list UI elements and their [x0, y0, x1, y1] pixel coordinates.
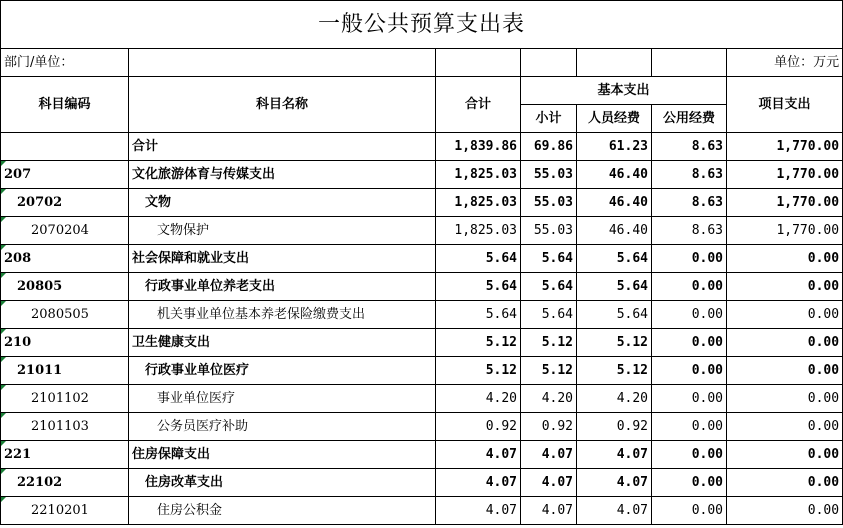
public-cell[interactable]: 8.63: [652, 133, 727, 161]
public-cell[interactable]: 8.63: [652, 161, 727, 189]
public-cell[interactable]: 8.63: [652, 189, 727, 217]
table-row: [1, 189, 843, 217]
code-cell[interactable]: 210: [1, 329, 129, 357]
meta-blank-cell: [652, 49, 727, 77]
personnel-cell[interactable]: 5.64: [577, 273, 652, 301]
project-cell[interactable]: 1,770.00: [727, 217, 843, 245]
subtotal-cell[interactable]: 4.20: [521, 385, 577, 413]
personnel-cell[interactable]: 5.12: [577, 329, 652, 357]
subtotal-cell[interactable]: 5.12: [521, 357, 577, 385]
public-cell[interactable]: 0.00: [652, 245, 727, 273]
public-cell[interactable]: 8.63: [652, 217, 727, 245]
code-cell[interactable]: 207: [1, 161, 129, 189]
total-cell[interactable]: 4.07: [436, 441, 521, 469]
personnel-cell[interactable]: 46.40: [577, 189, 652, 217]
header-personnel: 人员经费: [577, 105, 652, 133]
table-row: [1, 273, 843, 301]
name-cell[interactable]: 住房公积金: [129, 497, 436, 525]
project-cell[interactable]: 0.00: [727, 357, 843, 385]
public-cell[interactable]: 0.00: [652, 301, 727, 329]
name-cell[interactable]: 机关事业单位基本养老保险缴费支出: [129, 301, 436, 329]
code-cell[interactable]: 2101103: [1, 413, 129, 441]
code-cell[interactable]: 2070204: [1, 217, 129, 245]
code-cell[interactable]: 21011: [1, 357, 129, 385]
name-cell[interactable]: 行政事业单位医疗: [129, 357, 436, 385]
public-cell[interactable]: 0.00: [652, 329, 727, 357]
dept-value-cell[interactable]: [129, 49, 436, 77]
table-row: [1, 217, 843, 245]
total-cell[interactable]: 1,825.03: [436, 189, 521, 217]
subtotal-cell[interactable]: 55.03: [521, 217, 577, 245]
subtotal-cell[interactable]: 5.12: [521, 329, 577, 357]
table-row: [1, 357, 843, 385]
public-cell[interactable]: 0.00: [652, 413, 727, 441]
meta-blank-cell: [577, 49, 652, 77]
code-cell[interactable]: 20805: [1, 273, 129, 301]
header-project: 项目支出: [727, 77, 843, 133]
subtotal-cell[interactable]: 55.03: [521, 189, 577, 217]
personnel-cell[interactable]: 5.64: [577, 301, 652, 329]
project-cell[interactable]: 0.00: [727, 329, 843, 357]
public-cell[interactable]: 0.00: [652, 385, 727, 413]
total-cell[interactable]: 1,825.03: [436, 161, 521, 189]
subtotal-cell[interactable]: 4.07: [521, 441, 577, 469]
project-cell[interactable]: 0.00: [727, 441, 843, 469]
name-cell[interactable]: 卫生健康支出: [129, 329, 436, 357]
name-cell[interactable]: 住房改革支出: [129, 469, 436, 497]
code-cell[interactable]: 2210201: [1, 497, 129, 525]
total-cell[interactable]: 4.07: [436, 469, 521, 497]
table-row: [1, 245, 843, 273]
code-cell[interactable]: [1, 133, 129, 161]
personnel-cell[interactable]: 46.40: [577, 217, 652, 245]
dept-label: 部门/单位：: [1, 49, 129, 77]
project-cell[interactable]: 0.00: [727, 469, 843, 497]
table-row: [1, 385, 843, 413]
personnel-cell[interactable]: 4.07: [577, 469, 652, 497]
total-cell[interactable]: 5.12: [436, 357, 521, 385]
subtotal-cell[interactable]: 0.92: [521, 413, 577, 441]
header-name: 科目名称: [129, 77, 436, 133]
name-cell[interactable]: 行政事业单位养老支出: [129, 273, 436, 301]
total-cell[interactable]: 5.64: [436, 245, 521, 273]
project-cell[interactable]: 0.00: [727, 301, 843, 329]
name-cell[interactable]: 文物保护: [129, 217, 436, 245]
project-cell[interactable]: 0.00: [727, 497, 843, 525]
unit-label: 单位：万元: [727, 49, 843, 77]
header-total: 合计: [436, 77, 521, 133]
public-cell[interactable]: 0.00: [652, 469, 727, 497]
total-cell[interactable]: 1,839.86: [436, 133, 521, 161]
project-cell[interactable]: 1,770.00: [727, 161, 843, 189]
name-cell[interactable]: 住房保障支出: [129, 441, 436, 469]
personnel-cell[interactable]: 4.20: [577, 385, 652, 413]
code-cell[interactable]: 22102: [1, 469, 129, 497]
table-row: [1, 413, 843, 441]
subtotal-cell[interactable]: 4.07: [521, 497, 577, 525]
code-cell[interactable]: 20702: [1, 189, 129, 217]
total-cell[interactable]: 5.64: [436, 273, 521, 301]
total-cell[interactable]: 5.12: [436, 329, 521, 357]
header-subtotal: 小计: [521, 105, 577, 133]
code-cell[interactable]: 221: [1, 441, 129, 469]
page-title: 一般公共预算支出表: [1, 1, 843, 49]
public-cell[interactable]: 0.00: [652, 273, 727, 301]
table-row: [1, 161, 843, 189]
public-cell[interactable]: 0.00: [652, 441, 727, 469]
public-cell[interactable]: 0.00: [652, 497, 727, 525]
meta-blank-cell: [436, 49, 521, 77]
meta-blank-cell: [521, 49, 577, 77]
total-cell[interactable]: 4.07: [436, 497, 521, 525]
personnel-cell[interactable]: 4.07: [577, 497, 652, 525]
project-cell[interactable]: 1,770.00: [727, 189, 843, 217]
personnel-cell[interactable]: 46.40: [577, 161, 652, 189]
name-cell[interactable]: 社会保障和就业支出: [129, 245, 436, 273]
code-cell[interactable]: 208: [1, 245, 129, 273]
personnel-cell[interactable]: 5.64: [577, 245, 652, 273]
project-cell[interactable]: 1,770.00: [727, 133, 843, 161]
personnel-cell[interactable]: 4.07: [577, 441, 652, 469]
code-cell[interactable]: 2080505: [1, 301, 129, 329]
personnel-cell[interactable]: 5.12: [577, 357, 652, 385]
table-row: [1, 441, 843, 469]
project-cell[interactable]: 0.00: [727, 385, 843, 413]
subtotal-cell[interactable]: 5.64: [521, 245, 577, 273]
name-cell[interactable]: 公务员医疗补助: [129, 413, 436, 441]
name-cell[interactable]: 文物: [129, 189, 436, 217]
table-row: [1, 301, 843, 329]
total-cell[interactable]: 4.20: [436, 385, 521, 413]
table-row: [1, 469, 843, 497]
subtotal-cell[interactable]: 5.64: [521, 301, 577, 329]
project-cell[interactable]: 0.00: [727, 273, 843, 301]
table-row: [1, 329, 843, 357]
header-code: 科目编码: [1, 77, 129, 133]
project-cell[interactable]: 0.00: [727, 413, 843, 441]
name-cell[interactable]: 合计: [129, 133, 436, 161]
subtotal-cell[interactable]: 69.86: [521, 133, 577, 161]
name-cell[interactable]: 事业单位医疗: [129, 385, 436, 413]
header-public: 公用经费: [652, 105, 727, 133]
total-cell[interactable]: 1,825.03: [436, 217, 521, 245]
name-cell[interactable]: 文化旅游体育与传媒支出: [129, 161, 436, 189]
personnel-cell[interactable]: 61.23: [577, 133, 652, 161]
total-cell[interactable]: 5.64: [436, 301, 521, 329]
code-cell[interactable]: 2101102: [1, 385, 129, 413]
header-basic: 基本支出: [521, 77, 727, 105]
table-row: [1, 133, 843, 161]
table-row: [1, 497, 843, 525]
project-cell[interactable]: 0.00: [727, 245, 843, 273]
public-cell[interactable]: 0.00: [652, 357, 727, 385]
subtotal-cell[interactable]: 5.64: [521, 273, 577, 301]
personnel-cell[interactable]: 0.92: [577, 413, 652, 441]
subtotal-cell[interactable]: 55.03: [521, 161, 577, 189]
subtotal-cell[interactable]: 4.07: [521, 469, 577, 497]
total-cell[interactable]: 0.92: [436, 413, 521, 441]
